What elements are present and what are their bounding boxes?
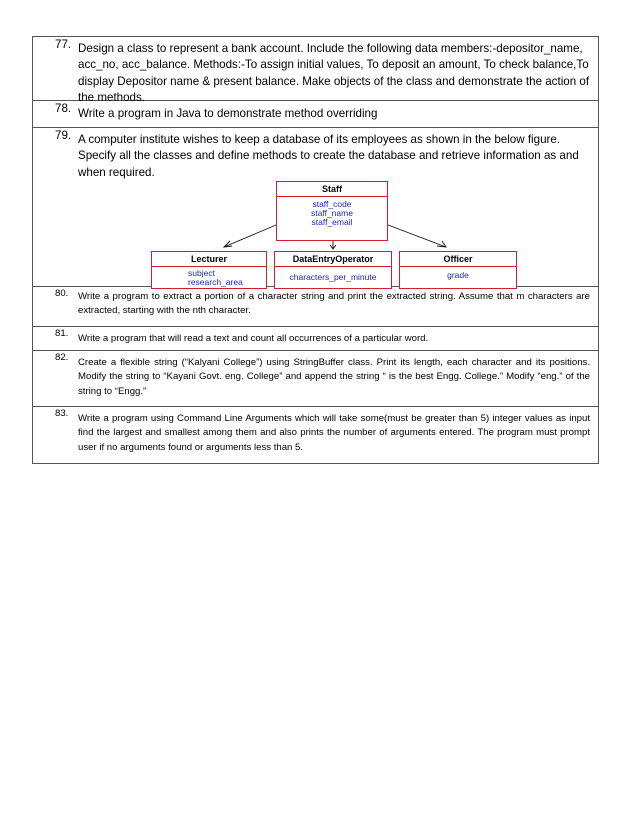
- question-text: Create a flexible string (“Kalyani College”) using StringBuffer class. Print its length, each character and its positions. Modify the string to “Kayani Govt. eng. College” and append the string “ is the best Engg. College.” Modify “eng.” of the string to “Engg.”: [78, 357, 590, 397]
- class-fields: [275, 267, 391, 282]
- question-table: [32, 36, 599, 464]
- class-fields: [277, 197, 387, 227]
- question-row: [33, 101, 598, 128]
- field: grade: [447, 270, 469, 280]
- question-text: A computer institute wishes to keep a database of its employees as shown in the below figure. Specify all the classes and define methods to create the database and retrieve information as and when required.: [78, 133, 579, 179]
- class-name: Officer: [400, 252, 516, 267]
- class-box-data-entry-operator: [274, 251, 392, 289]
- class-fields: [152, 267, 266, 287]
- question-row: [33, 287, 598, 327]
- field: staff_code: [312, 199, 352, 209]
- question-text: Write a program in Java to demonstrate method overriding: [78, 107, 378, 120]
- class-box-staff: [276, 181, 388, 241]
- class-box-lecturer: [151, 251, 267, 289]
- question-row: [33, 351, 598, 407]
- question-row: [33, 128, 598, 287]
- class-name: DataEntryOperator: [275, 252, 391, 267]
- question-text: Write a program using Command Line Arguments which will take some(must be greater than 5) integer values as input find the largest and smallest among them and also prints the number of arguments entered. The program must prompt user if no arguments found or arguments less than 5.: [78, 413, 590, 453]
- field: research_area: [188, 277, 243, 287]
- question-number: 78.: [55, 102, 72, 115]
- question-row: [33, 327, 598, 351]
- question-number: 80.: [55, 288, 69, 299]
- question-number: 79.: [55, 129, 72, 142]
- question-number: 82.: [55, 352, 69, 363]
- class-fields: [400, 267, 516, 280]
- question-text: Write a program that will read a text and count all occurrences of a particular word.: [78, 333, 429, 344]
- field: staff_email: [311, 217, 353, 227]
- class-diagram: [151, 181, 521, 285]
- class-box-officer: [399, 251, 517, 289]
- field: staff_name: [311, 208, 353, 218]
- arrow-staff-lecturer: [224, 225, 276, 247]
- question-text: Design a class to represent a bank account. Include the following data members:-depositor_name, acc_no, acc_balance. Methods:-To assign initial values, To deposit an amount, To check balance,To display Depositor name & present balance. Make objects of the class and demonstrate the action of the methods.: [78, 42, 590, 104]
- class-name: Lecturer: [152, 252, 266, 267]
- arrow-staff-officer: [388, 225, 446, 247]
- question-text: Write a program to extract a portion of a character string and print the extracted string. Assume that m characters are extracted, starting with the nth character.: [78, 291, 590, 317]
- field: characters_per_minute: [289, 272, 377, 282]
- question-number: 77.: [55, 38, 72, 51]
- question-number: 83.: [55, 408, 69, 419]
- class-name: Staff: [277, 182, 387, 197]
- question-number: 81.: [55, 328, 69, 339]
- question-row: [33, 37, 598, 104]
- field: subject: [188, 268, 215, 278]
- question-row: [33, 407, 598, 464]
